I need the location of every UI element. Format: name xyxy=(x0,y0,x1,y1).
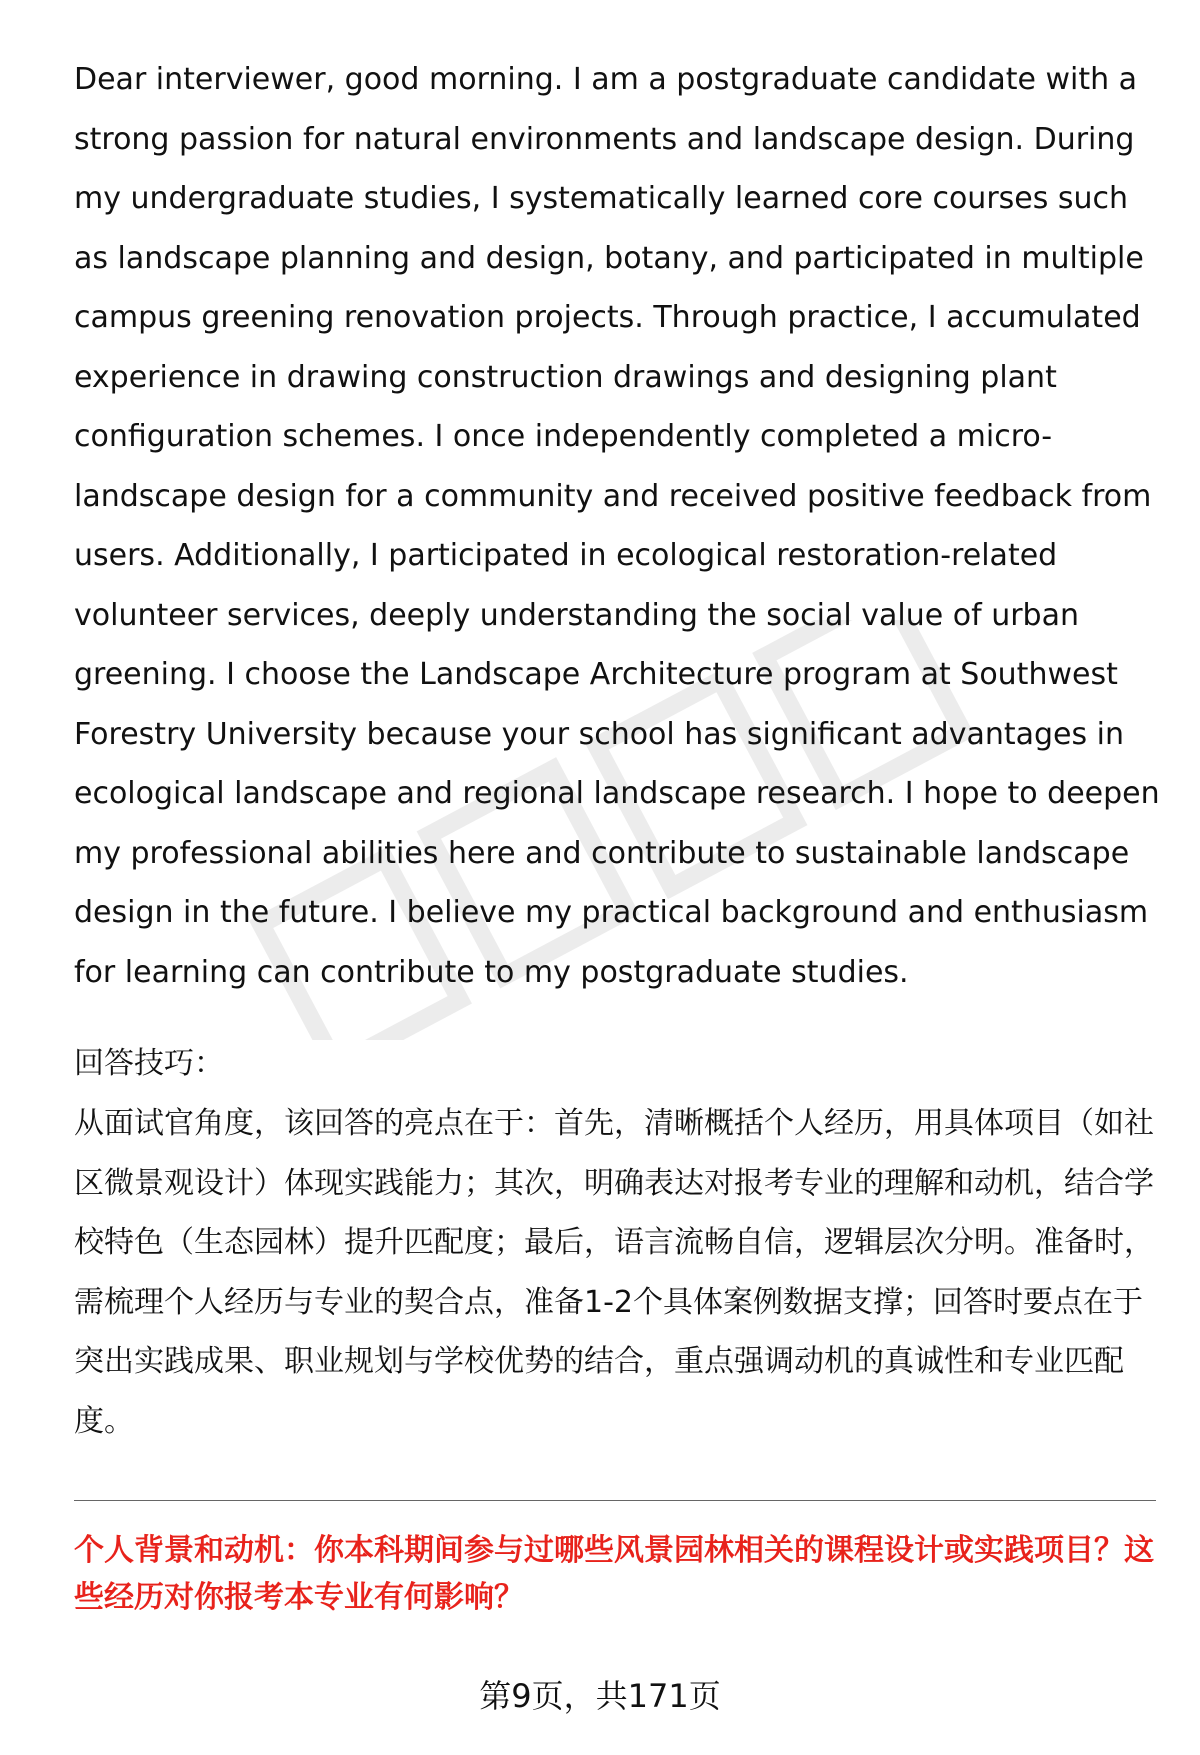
section-divider xyxy=(74,1500,1156,1501)
next-question-heading: 个人背景和动机：你本科期间参与过哪些风景园林相关的课程设计或实践项目？这些经历对你报考本专业有何影响？ xyxy=(74,1533,1154,1615)
tips-heading: 回答技巧： xyxy=(74,1046,224,1081)
tips-paragraph: 从面试官角度，该回答的亮点在于：首先，清晰概括个人经历，用具体项目（如社区微景观设计）体现实践能力；其次，明确表达对报考专业的理解和动机，结合学校特色（生态园林）提升匹配度；最后，语言流畅自信，逻辑层次分明。准备时，需梳理个人经历与专业的契合点，准备1-2个具体案例数据支撑；回答时要点在于突出实践成果、职业规划与学校优势的结合，重点强调动机的真诚性和专业匹配度。 xyxy=(74,1106,1154,1439)
page-number-footer: 第9页，共171页 xyxy=(479,1677,721,1715)
answer-paragraph: Dear interviewer, good morning. I am a postgraduate candidate with a strong passion for natural environments and landscape design. During my undergraduate studies, I systematically learned core courses such as landscape planning and design, botany, and participated in multiple campus greening renovation projects. Through practice, I accumulated experience in drawing construction drawings and designing plant configuration schemes. I once independently completed a micro-landscape design for a community and received positive feedback from users. Additionally, I participated in ecological restoration-related volunteer services, deeply understanding the social value of urban greening. I choose the Landscape Architecture program at Southwest Forestry University because your school has significant advantages in ecological landscape and regional landscape research. I hope to deepen my professional abilities here and contribute to sustainable landscape design in the future. I believe my practical background and enthusiasm for learning can contribute to my postgraduate studies. xyxy=(74,62,1160,990)
